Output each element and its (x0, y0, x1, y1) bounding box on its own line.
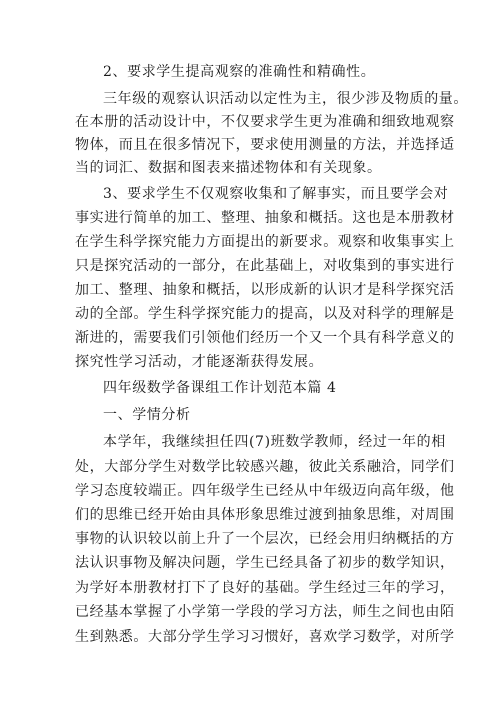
text-line: 在本册的活动设计中，不仅要求学生更为准确和细致地观察 (75, 114, 455, 130)
section-heading: 四年级数学备课组工作计划范本篇 4 (103, 380, 337, 396)
text-line: 已经基本掌握了小学第一学段的学习方法，师生之间也由陌 (75, 604, 455, 620)
text-line: 们的思维已经开始由具体形象思维过渡到抽象思维，对周围 (75, 507, 455, 523)
text-line: 事物的认识较以前上升了一个层次，已经会用归纳概括的方 (75, 531, 455, 547)
text-line: 只是探究活动的一部分，在此基础上，对收集到的事实进行 (75, 258, 455, 274)
text-line: 2、要求学生提高观察的准确性和精确性。 (103, 64, 376, 80)
text-line: 生到熟悉。大部分学生学习习惯好，喜欢学习数学，对所学 (75, 629, 455, 645)
text-line: 物体，而且在很多情况下，要求使用测量的方法，并选择适 (75, 137, 455, 153)
text-line: 渐进的，需要我们引领他们经历一个又一个具有科学意义的 (75, 330, 455, 346)
text-line: 加工、整理、抽象和概括，以形成新的认识才是科学探究活 (75, 282, 455, 298)
text-line: 法认识事物及解决问题，学生已经具备了初步的数学知识， (75, 555, 455, 571)
text-line: 在学生科学探究能力方面提出的新要求。观察和收集事实上 (75, 234, 455, 250)
subsection-heading: 一、学情分析 (103, 407, 191, 423)
text-line: 学习态度较端正。四年级学生已经从中年级迈向高年级，他 (75, 483, 455, 499)
text-line: 三年级的观察认识活动以定性为主，很少涉及物质的量。 (103, 91, 468, 107)
text-line: 处，大部分学生对数学比较感兴趣，彼此关系融洽，同学们 (75, 459, 455, 475)
text-line: 为学好本册教材打下了良好的基础。学生经过三年的学习， (75, 580, 455, 596)
text-line: 本学年，我继续担任四(7)班数学教师，经过一年的相 (103, 434, 446, 450)
text-line: 动的全部。学生科学探究能力的提高，以及对科学的理解是 (75, 306, 455, 322)
text-line: 事实进行简单的加工、整理、抽象和概括。这也是本册教材 (75, 210, 455, 226)
text-line: 3、要求学生不仅观察收集和了解事实，而且要学会对 (103, 186, 449, 202)
text-line: 探究性学习活动，才能逐渐获得发展。 (75, 354, 324, 370)
text-line: 当的词汇、数据和图表来描述物体和有关现象。 (75, 160, 382, 176)
